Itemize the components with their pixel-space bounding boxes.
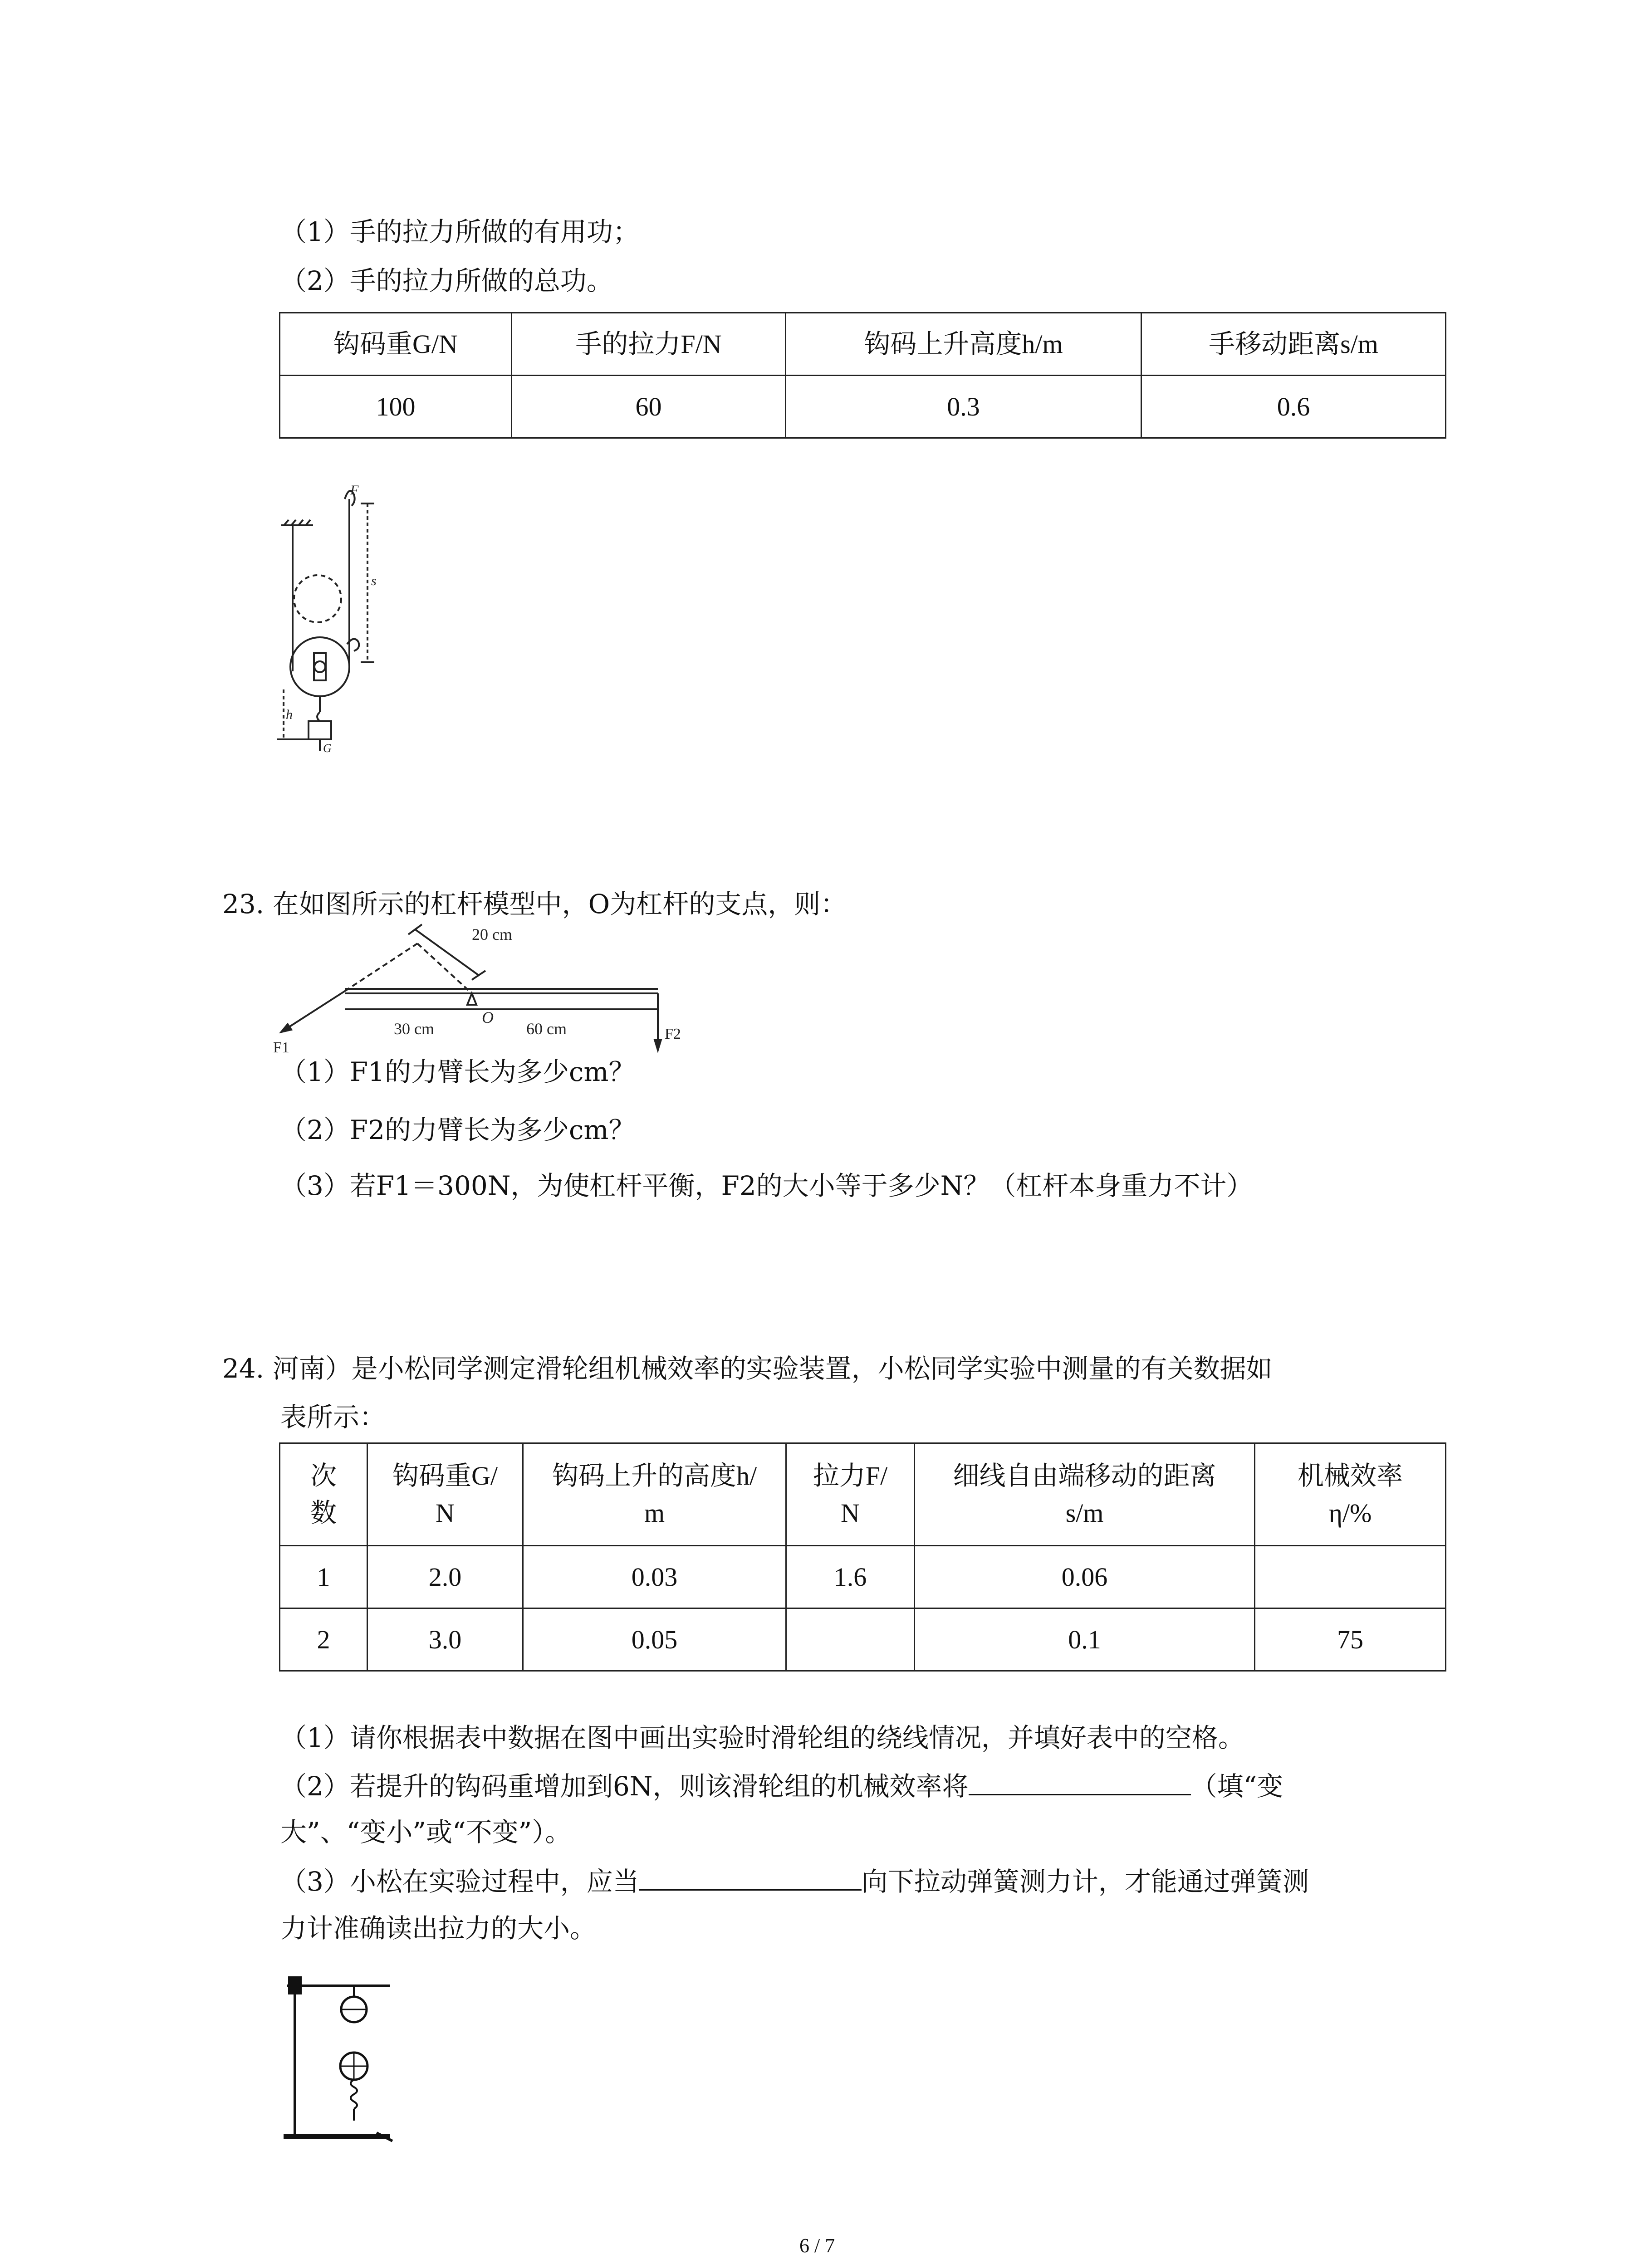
q24-header-cell: 细线自由端移动的距离 s/m [915, 1443, 1255, 1546]
q22-value-cell: 100 [280, 376, 512, 438]
q24-cell: 0.05 [523, 1608, 786, 1671]
q22-header-cell: 手的拉力F/N [512, 313, 786, 376]
q22-value-cell: 60 [512, 376, 786, 438]
q24-cell: 75 [1255, 1608, 1446, 1671]
pulley-label-s: s [371, 573, 377, 588]
movable-pulley-figure [272, 481, 381, 753]
pulley-label-G: G [323, 742, 332, 753]
q24-cell-blank[interactable] [786, 1608, 915, 1671]
page-number: 6 / 7 [799, 2234, 835, 2257]
q22-header-cell: 钩码上升高度h/m [786, 313, 1141, 376]
q22-value-cell: 0.6 [1141, 376, 1446, 438]
q24-cell: 2.0 [367, 1546, 523, 1608]
lever-label-F2: F2 [665, 1026, 681, 1042]
q24-sub3: （3）小松在实验过程中，应当 向下拉动弹簧测力计，才能通过弹簧测 [280, 1862, 1309, 1900]
q24-stem-line1: 24. 河南）是小松同学测定滑轮组机械效率的实验装置，小松同学实验中测量的有关数据如 [222, 1353, 1273, 1384]
q24-cell: 0.06 [915, 1546, 1255, 1608]
q23-sub2: （2）F2的力臂长为多少cm？ [280, 1114, 635, 1145]
lever-dim-30: 30 cm [394, 1020, 434, 1038]
q22-header-cell: 手移动距离s/m [1141, 313, 1446, 376]
answer-blank-efficiency[interactable] [969, 1767, 1191, 1795]
pulley-label-h: h [286, 707, 293, 722]
q24-sub2: （2）若提升的钩码重增加到6N，则该滑轮组的机械效率将 （填“变 [280, 1767, 1283, 1805]
lever-label-F1: F1 [273, 1039, 289, 1056]
table-row [280, 1608, 1446, 1671]
pulley-label-F: F [350, 483, 359, 498]
table-row [280, 1546, 1446, 1608]
q22-header-cell: 钩码重G/N [280, 313, 512, 376]
q24-cell: 0.03 [523, 1546, 786, 1608]
q24-cell: 3.0 [367, 1608, 523, 1671]
lever-dim-60: 60 cm [526, 1020, 567, 1038]
lever-label-O: O [482, 1008, 494, 1026]
q24-header-cell: 机械效率 η/% [1255, 1443, 1446, 1546]
q22-value-cell: 0.3 [786, 376, 1141, 438]
q24-cell: 1 [280, 1546, 367, 1608]
q22-sub2: （2）手的拉力所做的总功。 [280, 265, 613, 296]
q24-header-cell: 拉力F/ N [786, 1443, 915, 1546]
q24-sub2-cont: 大”、“变小”或“不变”）。 [280, 1817, 572, 1848]
lever-dim-20: 20 cm [472, 925, 512, 943]
q24-header-cell: 钩码上升的高度h/ m [523, 1443, 786, 1546]
q24-sub1: （1）请你根据表中数据在图中画出实验时滑轮组的绕线情况，并填好表中的空格。 [280, 1722, 1244, 1753]
lever-figure [272, 921, 690, 1057]
q24-cell: 0.1 [915, 1608, 1255, 1671]
q24-header-cell: 次 数 [280, 1443, 367, 1546]
q24-cell: 1.6 [786, 1546, 915, 1608]
q22-table [279, 312, 1446, 439]
q24-sub3-cont: 力计准确读出拉力的大小。 [280, 1913, 597, 1944]
q23-sub1: （1）F1的力臂长为多少cm？ [280, 1056, 635, 1087]
q24-header-cell: 钩码重G/ N [367, 1443, 523, 1546]
q23-sub3: （3）若F1＝300N，为使杠杆平衡，F2的大小等于多少N？（杠杆本身重力不计） [280, 1170, 1253, 1201]
answer-blank-method[interactable] [639, 1862, 862, 1891]
q24-stem-line2: 表所示： [280, 1402, 386, 1432]
q24-cell-blank[interactable] [1255, 1546, 1446, 1608]
pulley-stand-figure [277, 1964, 399, 2146]
q24-cell: 2 [280, 1608, 367, 1671]
q23-stem: 23. 在如图所示的杠杆模型中，O为杠杆的支点，则： [222, 889, 847, 919]
q22-sub1: （1）手的拉力所做的有用功； [280, 216, 639, 247]
q24-table [279, 1442, 1446, 1672]
